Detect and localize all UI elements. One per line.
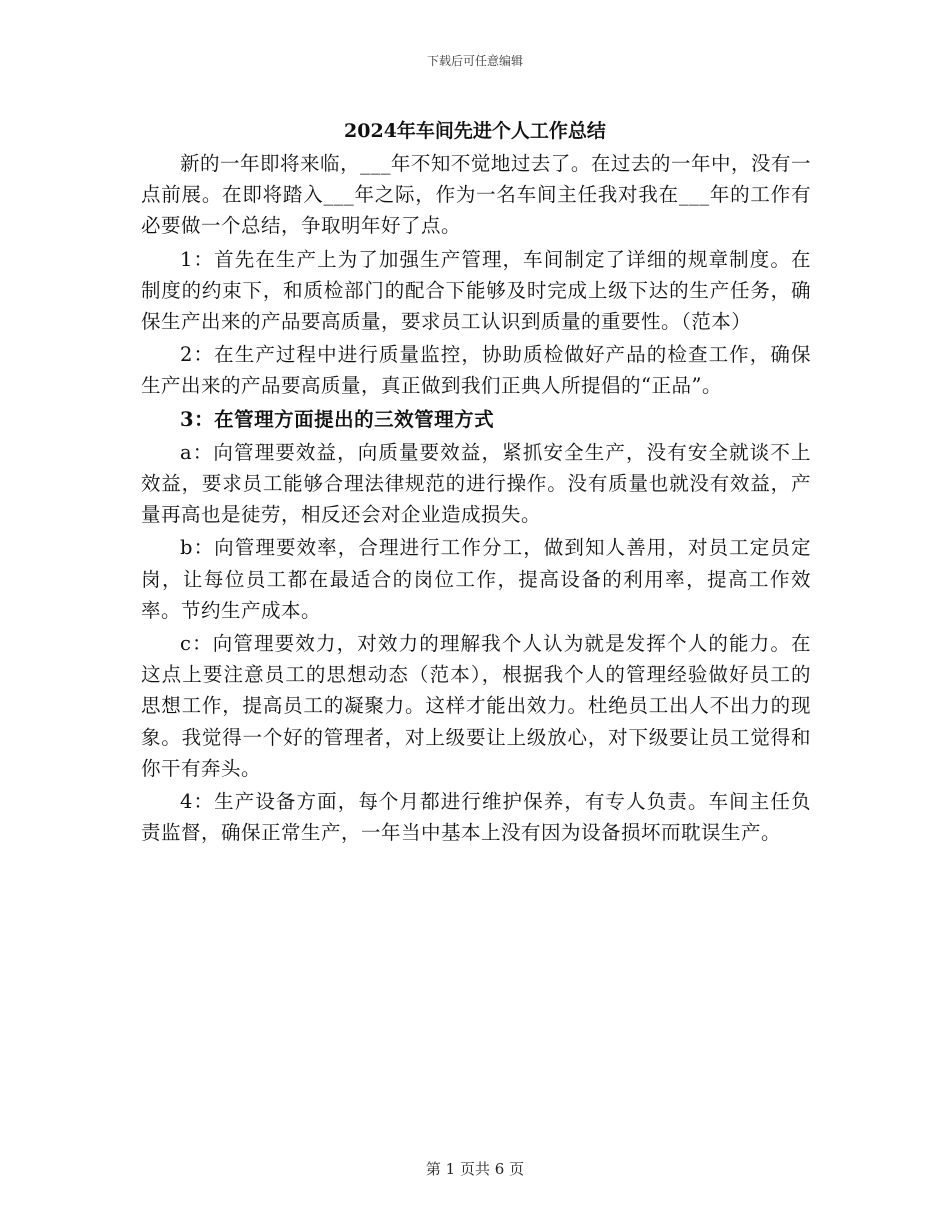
paragraph-item-2: 2：在生产过程中进行质量监控，协助质检做好产品的检查工作，确保生产出来的产品要高质量，真正做到我们正典人所提倡的“正品”。 xyxy=(141,343,811,398)
paragraph-item-4: 4：生产设备方面，每个月都进行维护保养，有专人负责。车间主任负责监督，确保正常生产，一年当中基本上没有因为设备损坏而耽误生产。 xyxy=(141,790,811,845)
paragraph-item-a: a：向管理要效益，向质量要效益，紧抓安全生产，没有安全就谈不上效益，要求员工能够合理法律规范的进行操作。没有质量也就没有效益，产量再高也是徒劳，相反还会对企业造成损失。 xyxy=(141,440,811,527)
paragraph-item-c: c：向管理要效力，对效力的理解我个人认为就是发挥个人的能力。在这点上要注意员工的思想动态（范本），根据我个人的管理经验做好员工的思想工作，提高员工的凝聚力。这样才能出效力。杜绝员工出人不出力的现象。我觉得一个好的管理者，对上级要让上级放心，对下级要让员工觉得和你干有奔头。 xyxy=(141,632,811,780)
paragraph-item-b: b：向管理要效率，合理进行工作分工，做到知人善用，对员工定员定岗，让每位员工都在最适合的岗位工作，提高设备的利用率，提高工作效率。节约生产成本。 xyxy=(141,536,811,622)
header-note: 下载后可任意编辑 xyxy=(426,54,523,68)
paragraph-intro: 新的一年即将来临，___年不知不觉地过去了。在过去的一年中，没有一点前展。在即将踏入___年之际，作为一名车间主任我对我在___年的工作有必要做一个总结，争取明年好了点。 xyxy=(141,152,811,238)
page-number-footer: 第 1 页共 6 页 xyxy=(425,1160,525,1178)
document-body xyxy=(141,148,811,850)
document-title: 2024年车间先进个人工作总结 xyxy=(344,120,606,142)
section-heading-management: 3：在管理方面提出的三效管理方式 xyxy=(180,407,495,431)
paragraph-item-1: 1：首先在生产上为了加强生产管理，车间制定了详细的规章制度。在制度的约束下，和质检部门的配合下能够及时完成上级下达的生产任务，确保生产出来的产品要高质量，要求员工认识到质量的重要性。（范本） xyxy=(141,247,811,334)
